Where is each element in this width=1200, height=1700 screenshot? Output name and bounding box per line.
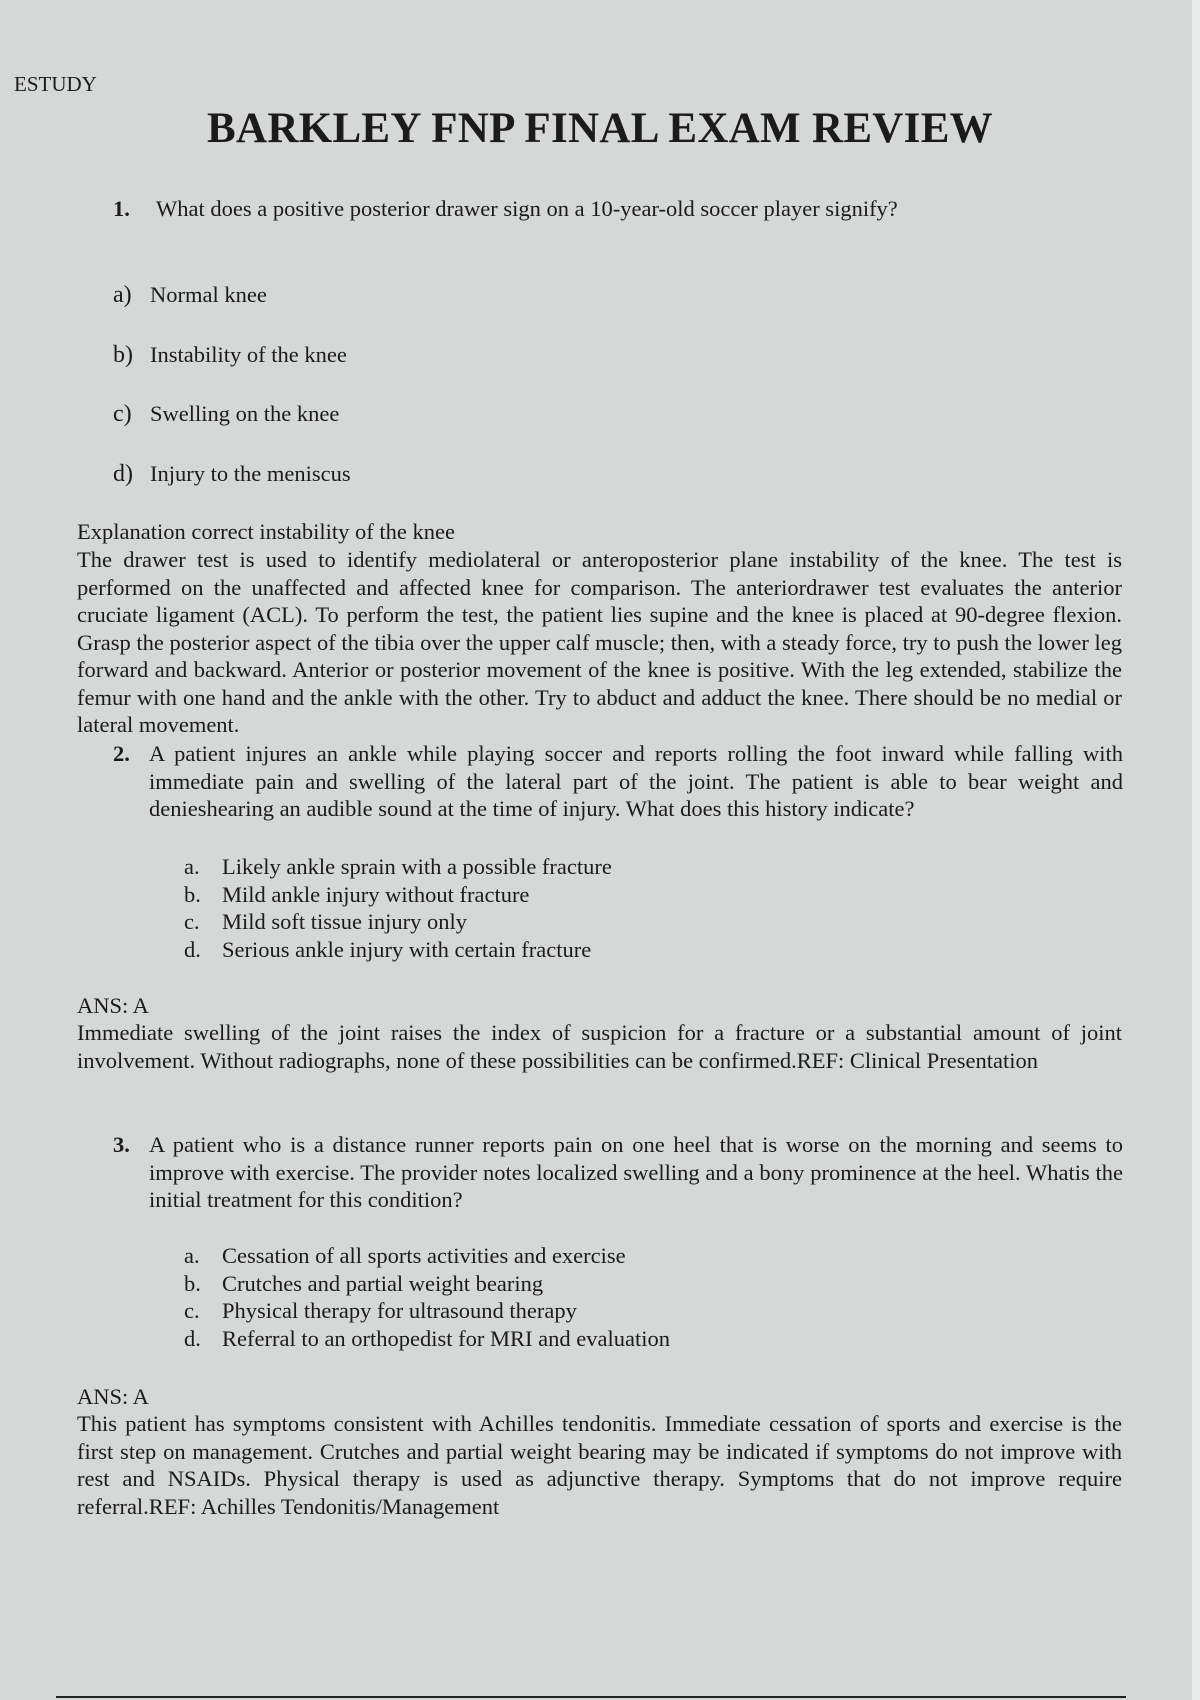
option-letter: b): [113, 342, 133, 368]
question-2-option-a: [184, 853, 612, 881]
question-2-number: 2.: [113, 741, 130, 766]
question-2-options: [184, 853, 612, 963]
option-text: Mild ankle injury without fracture: [222, 881, 530, 907]
option-letter: d.: [184, 1325, 201, 1351]
question-3-number: 3.: [113, 1132, 130, 1157]
question-3-rationale: This patient has symptoms consistent with Achilles tendonitis. Immediate cessation of sports and exercise is the first step on management. Crutches and partial weight bearing may be indicated if symptoms do not improve with rest and NSAIDs. Physical therapy is used as adjunctive therapy. Symptoms that do not improve require referral.REF: Achilles Tendonitis/Management: [77, 1411, 1122, 1519]
question-3-option-b: [184, 1270, 670, 1298]
option-text: Cessation of all sports activities and exercise: [222, 1243, 626, 1268]
option-text: Swelling on the knee: [150, 401, 340, 426]
option-text: Likely ankle sprain with a possible fracture: [222, 854, 612, 879]
option-letter: c): [113, 401, 132, 427]
question-2-option-d: [184, 936, 612, 964]
question-2-answer: ANS: A: [77, 993, 149, 1018]
option-letter: d.: [184, 936, 201, 962]
question-1-option-c: [113, 401, 339, 428]
option-letter: c.: [184, 1298, 200, 1323]
option-text: Injury to the meniscus: [150, 461, 351, 486]
question-1-explanation-heading: Explanation correct instability of the knee: [77, 519, 455, 544]
question-1-text: What does a positive posterior drawer sign on a 10-year-old soccer player signify?: [156, 196, 898, 221]
question-3-option-c: [184, 1297, 670, 1325]
option-letter: a.: [184, 1243, 200, 1268]
question-3-text: A patient who is a distance runner reports pain on one heel that is worse on the morning and seems to improve with exercise. The provider notes localized swelling and a bony prominence at the heel. Whatis the initial treatment for this condition?: [149, 1132, 1123, 1212]
question-1-number: 1.: [113, 196, 130, 221]
option-text: Crutches and partial weight bearing: [222, 1270, 544, 1296]
question-3-options: [184, 1242, 670, 1352]
question-3-option-d: [184, 1325, 670, 1353]
question-1-option-d: [113, 461, 351, 488]
page-title: BARKLEY FNP FINAL EXAM REVIEW: [207, 105, 993, 152]
option-letter: c.: [184, 909, 200, 934]
option-text: Instability of the knee: [150, 342, 347, 367]
option-text: Physical therapy for ultrasound therapy: [222, 1298, 577, 1323]
question-1-option-b: [113, 342, 347, 369]
question-2-option-c: [184, 908, 612, 936]
question-3: [113, 1131, 1123, 1214]
page-edge: [1192, 0, 1200, 1700]
option-letter: d): [113, 461, 133, 487]
option-letter: b.: [184, 881, 201, 907]
question-1-option-a: [113, 282, 267, 309]
question-1-explanation: The drawer test is used to identify mediolateral or anteroposterior plane instability of the knee. The test is performed on the unaffected and affected knee for comparison. The anteriordrawer test evaluates the anterior cruciate ligament (ACL). To perform the test, the patient lies supine and the knee is placed at 90-degree flexion. Grasp the posterior aspect of the tibia over the upper calf muscle; then, with a steady force, try to push the lower leg forward and backward. Anterior or posterior movement of the knee is positive. With the leg extended, stabilize the femur with one hand and the ankle with the other. Try to abduct and adduct the knee. There should be no medial or lateral movement.: [77, 547, 1122, 737]
brand-label: ESTUDY: [14, 72, 97, 96]
question-2-text: A patient injures an ankle while playing soccer and reports rolling the foot inward while falling with immediate pain and swelling of the lateral part of the joint. The patient is able to bear weight and denieshearing an audible sound at the time of injury. What does this history indicate?: [149, 741, 1123, 821]
option-text: Referral to an orthopedist for MRI and evaluation: [222, 1325, 670, 1351]
option-letter: a): [113, 282, 132, 308]
option-text: Normal knee: [150, 282, 267, 307]
question-1: [113, 196, 898, 222]
option-text: Serious ankle injury with certain fracture: [222, 936, 592, 962]
question-2-option-b: [184, 881, 612, 909]
question-3-answer: ANS: A: [77, 1384, 149, 1409]
question-2: [113, 740, 1123, 823]
option-letter: b.: [184, 1270, 201, 1296]
question-3-option-a: [184, 1242, 670, 1270]
option-text: Mild soft tissue injury only: [222, 909, 468, 934]
question-2-rationale: Immediate swelling of the joint raises the index of suspicion for a fracture or a substantial amount of joint involvement. Without radiographs, none of these possibilities can be confirmed.REF: Clinical Presentation: [77, 1020, 1122, 1073]
option-letter: a.: [184, 854, 200, 879]
footer-rule: [56, 1696, 1126, 1698]
